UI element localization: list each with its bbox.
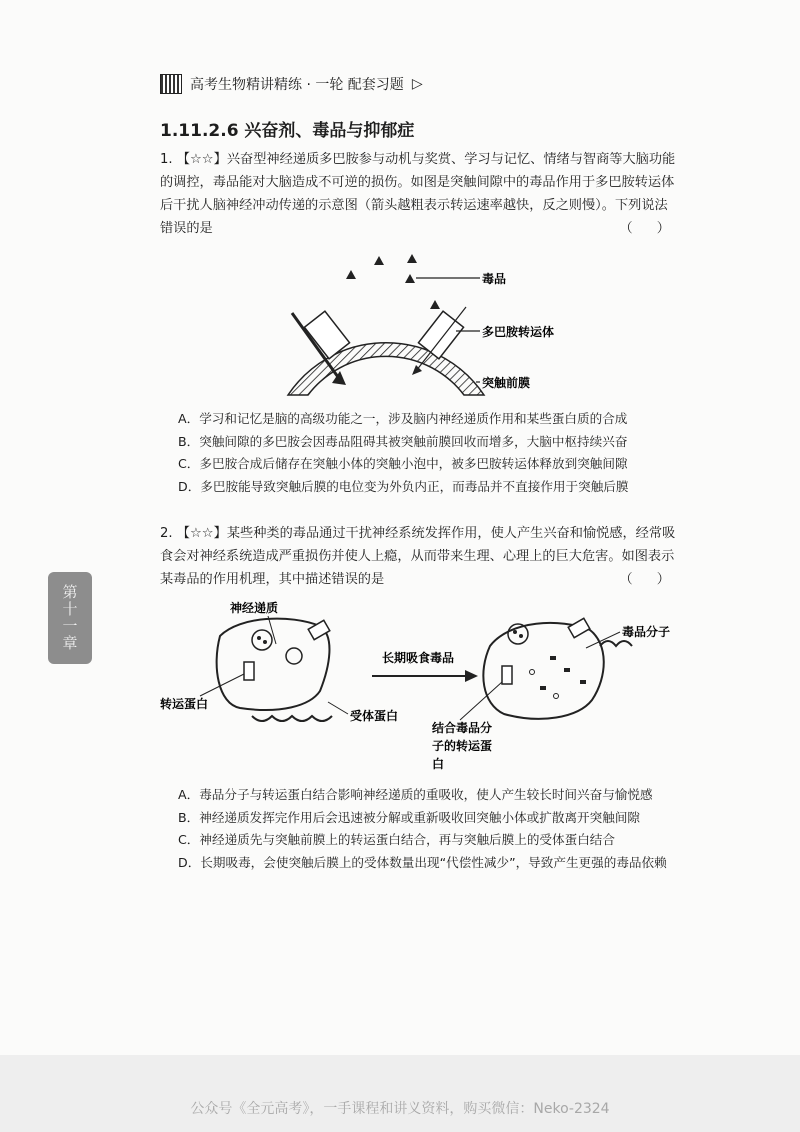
q1-synapse-figure (270, 245, 570, 405)
drug-triangle-4 (405, 274, 415, 283)
q2-answer-paren: （ ） (619, 572, 680, 587)
drug-triangle-5 (430, 300, 440, 309)
label-bound-transporter-3: 白 (432, 757, 445, 771)
q2-options (160, 784, 680, 874)
label-bound-transporter-1: 结合毒品分 (432, 721, 493, 735)
thin-arrow-head (412, 365, 422, 375)
q1-answer-paren: （ ） (619, 221, 680, 236)
drug-triangle-1 (346, 270, 356, 279)
question-2 (160, 522, 680, 591)
q1-number: 1. (160, 152, 173, 167)
q1-option-b[interactable]: B．突触间隙的多巴胺会因毒品阻碍其被突触前膜回收而增多，大脑中枢持续兴奋 (178, 433, 628, 449)
q1-option-d[interactable]: D．多巴胺能导致突触后膜的电位变为外负内正，而毒品并不直接作用于突触后膜 (178, 478, 629, 494)
q2-mechanism-figure (160, 596, 680, 776)
page-header (160, 74, 423, 94)
label-bound-transporter-2: 子的转运蛋 (432, 739, 493, 753)
q2-number: 2. (160, 526, 173, 541)
label-drug-molecule: 毒品分子 (622, 625, 671, 639)
label-transport-protein: 转运蛋白 (160, 697, 209, 711)
transporter-protein-left (244, 662, 254, 680)
chapter-side-tab: 第十一章 (48, 572, 92, 664)
section-title: 1.11.2.6 兴奋剂、毒品与抑郁症 (160, 121, 415, 141)
header-title: 高考生物精讲精练 · 一轮 配套习题 (190, 77, 404, 93)
q1-option-c[interactable]: C．多巴胺合成后储存在突触小体的突触小泡中，被多巴胺转运体释放到突触间隙 (178, 456, 628, 471)
q2-option-c[interactable]: C．神经递质先与突触前膜上的转运蛋白结合，再与突触后膜上的受体蛋白结合 (178, 832, 615, 847)
q2-option-b[interactable]: B．神经递质发挥完作用后会迅速被分解或重新吸收回突触小体或扩散离开突触间隙 (178, 809, 641, 825)
right-postsynaptic-wave (600, 641, 632, 646)
left-postsynaptic-wave (252, 716, 332, 721)
label-presynaptic-membrane: 突触前膜 (482, 376, 531, 390)
label-dopamine-transporter: 多巴胺转运体 (482, 325, 555, 339)
transporter-protein-right (502, 666, 512, 684)
receptor-right (568, 618, 590, 637)
process-arrow-head (465, 670, 478, 682)
q2-stem: 某些种类的毒品通过干扰神经系统发挥作用，使人产生兴奋和愉悦感，经常吸食会对神经系统造成严重损伤并使人上瘾，从而带来生理、心理上的巨大危害。如图表示某毒品的作用机理，其中描述错误的是 (160, 526, 676, 587)
qr-code-icon (160, 74, 182, 94)
drug-triangle-3 (407, 254, 417, 263)
header-arrow-icon: ▷ (411, 76, 423, 92)
label-long-term-drug-use: 长期吸食毒品 (382, 651, 455, 665)
footer-watermark: 公众号《全元高考》，一手课程和讲义资料，购买微信：Neko-2324 (190, 1101, 610, 1117)
drug-triangle-2 (374, 256, 384, 265)
footer-band (0, 1055, 800, 1132)
vesicle-left (252, 630, 272, 650)
label-receptor-protein: 受体蛋白 (350, 709, 399, 723)
q2-stars: 【☆☆】 (176, 526, 227, 541)
q2-option-a[interactable]: A．毒品分子与转运蛋白结合影响神经递质的重吸收，使人产生较长时间兴奋与愉悦感 (178, 787, 653, 802)
q1-stars: 【☆☆】 (176, 152, 227, 167)
q1-stem: 兴奋型神经递质多巴胺参与动机与奖赏、学习与记忆、情绪与智商等大脑功能的调控，毒品能对大脑造成不可逆的损伤。如图是突触间隙中的毒品作用于多巴胺转运体后干扰人脑神经冲动传递的示意图（箭头越粗表示转运速率越快，反之则慢）。下列说法错误的是 (160, 152, 676, 236)
label-drug: 毒品 (482, 272, 507, 286)
label-neurotransmitter: 神经递质 (230, 601, 279, 615)
q1-option-a[interactable]: A．学习和记忆是脑的高级功能之一，涉及脑内神经递质作用和某些蛋白质的合成 (178, 411, 628, 426)
question-1 (160, 148, 680, 240)
q2-option-d[interactable]: D．长期吸毒，会使突触后膜上的受体数量出现“代偿性减少”，导致产生更强的毒品依赖 (178, 854, 667, 870)
q1-options (160, 408, 680, 498)
